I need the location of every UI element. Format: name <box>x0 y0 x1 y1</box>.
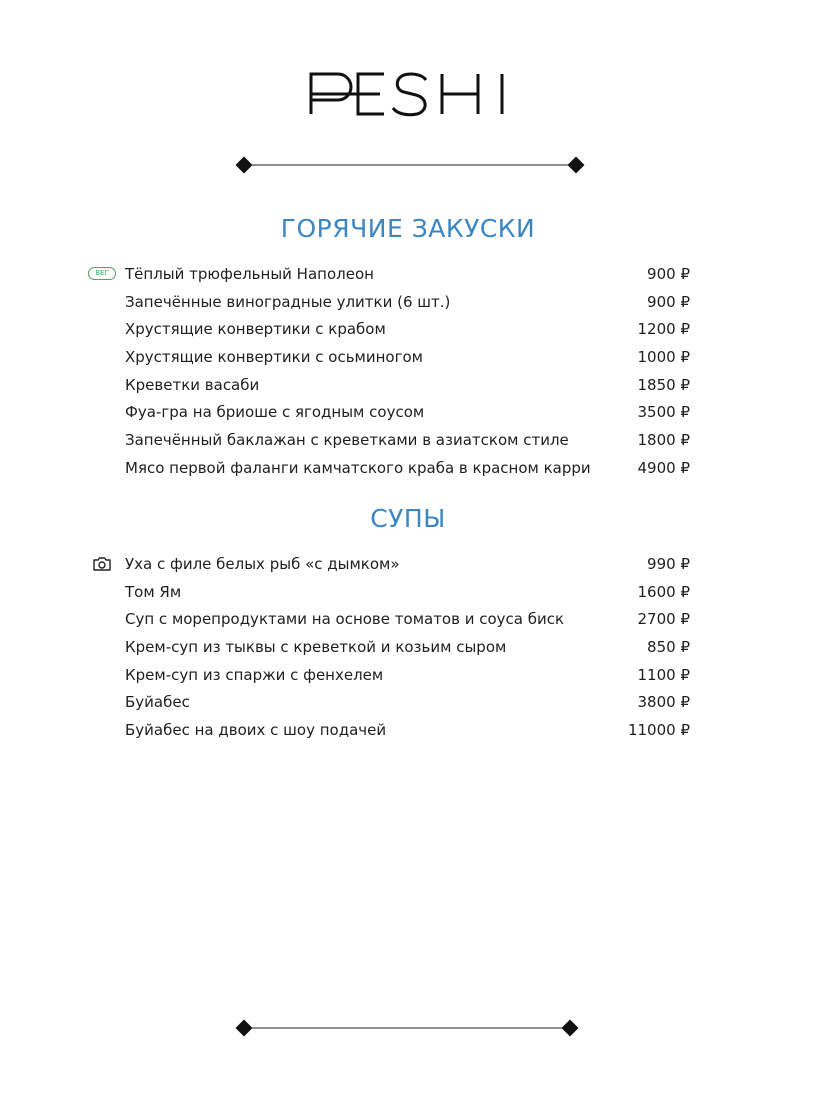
menu-item-price: 1850 ₽ <box>637 376 690 394</box>
menu-item-price: 1200 ₽ <box>637 320 690 338</box>
top-divider <box>234 155 586 175</box>
menu-item-name: Крем-суп из спаржи с фенхелем <box>125 666 384 684</box>
menu-item-price: 850 ₽ <box>647 638 690 656</box>
menu-item-name: Запечённый баклажан с креветками в азиатском стиле <box>125 431 569 449</box>
menu-item-name: Том Ям <box>125 583 182 601</box>
bottom-divider <box>234 1018 586 1038</box>
menu-item <box>0 662 816 688</box>
menu-item <box>0 689 816 715</box>
menu-item <box>0 289 816 315</box>
menu-item-name: Креветки васаби <box>125 376 260 394</box>
menu-item-name: Запечённые виноградные улитки (6 шт.) <box>125 293 451 311</box>
menu-item <box>0 372 816 398</box>
menu-item <box>0 551 816 577</box>
menu-item-price: 1600 ₽ <box>637 583 690 601</box>
menu-item <box>0 344 816 370</box>
menu-item-price: 1000 ₽ <box>637 348 690 366</box>
menu-item-price: 1100 ₽ <box>637 666 690 684</box>
menu-item-name: Суп с морепродуктами на основе томатов и соуса биск <box>125 610 565 628</box>
menu-item <box>0 316 816 342</box>
menu-item <box>0 634 816 660</box>
menu-item-price: 3800 ₽ <box>637 693 690 711</box>
menu-item-price: 990 ₽ <box>647 555 690 573</box>
menu-item-name: Хрустящие конвертики с осьминогом <box>125 348 423 366</box>
menu-item <box>0 399 816 425</box>
menu-item-name: Буйабес на двоих с шоу подачей <box>125 721 387 739</box>
brand-logo <box>0 62 816 132</box>
menu-item-name: Буйабес <box>125 693 190 711</box>
menu-item-name: Тёплый трюфельный Наполеон <box>125 265 374 283</box>
menu-item-price: 1800 ₽ <box>637 431 690 449</box>
menu-item-name: Фуа-гра на бриоше с ягодным соусом <box>125 403 425 421</box>
menu-item-name: Мясо первой фаланги камчатского краба в красном карри <box>125 459 591 477</box>
menu-item <box>0 606 816 632</box>
menu-item-name: Хрустящие конвертики с крабом <box>125 320 386 338</box>
menu-item-name: Крем-суп из тыквы с креветкой и козьим сыром <box>125 638 507 656</box>
menu-item-name: Уха с филе белых рыб «с дымком» <box>125 555 400 573</box>
menu-item-price: 4900 ₽ <box>637 459 690 477</box>
menu-item-price: 900 ₽ <box>647 293 690 311</box>
camera-icon <box>92 556 112 572</box>
menu-item-price: 900 ₽ <box>647 265 690 283</box>
menu-item <box>0 261 816 287</box>
menu-item-price: 11000 ₽ <box>627 721 690 739</box>
menu-item <box>0 579 816 605</box>
menu-item-price: 3500 ₽ <box>637 403 690 421</box>
menu-item <box>0 427 816 453</box>
section-title-soups: СУПЫ <box>370 504 446 533</box>
section-title-hot-appetizers: ГОРЯЧИЕ ЗАКУСКИ <box>280 214 536 243</box>
veg-badge: ВЕГ <box>88 267 116 280</box>
menu-item <box>0 717 816 743</box>
menu-item <box>0 455 816 481</box>
menu-item-price: 2700 ₽ <box>637 610 690 628</box>
